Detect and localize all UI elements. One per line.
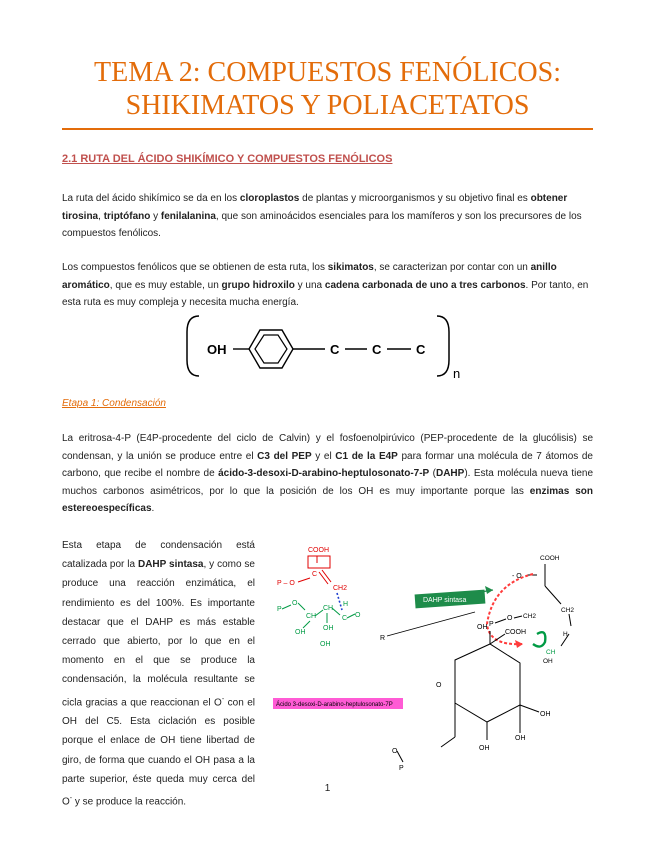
carbon-1-label: C [330,342,340,357]
title-divider [62,128,593,130]
paragraph-1 [62,190,593,243]
r-label: R [380,635,386,642]
e4p-h: H [343,601,349,608]
enzyme-label: DAHP sintasa [423,597,467,604]
para2-run-1: sikimatos [327,262,374,273]
carbon-3-label: C [416,342,426,357]
new-bond-dotted [337,593,342,610]
title-line-2: SHIKIMATOS Y POLIACETATOS [125,90,530,121]
para4-run-2: , y como se produce una reacción enzimática, el rendimiento es del 100%. Es importante destacar que el DAHP es más estable cerrado que abierto, por lo que en el momento en el que se produce la condensación, la molécula resultante se cicla gracias a que reaccionan el O [62,559,255,708]
etapa-heading: Etapa 1: Condensación [62,398,166,409]
para4-run-4: con el OH del C5. Esta ciclación es posible porque el enlace de OH tiene libertad de giro, de forma que cuando el OH pasa a la parte superior, éste queda muy cerca del O [62,696,256,808]
dahp-h: H [563,631,568,638]
ring-phosphate-p: P [399,765,404,770]
para3-run-9: enzimas son estereoespecíficas [62,485,593,514]
ring-phosphate-o: O [392,748,398,755]
pep-phosphate: P – O [277,580,295,587]
document-title [62,56,593,122]
dahp-oh-lower: OH [543,658,553,665]
ring-oh-right: OH [540,711,551,718]
para1-run-8: , que son aminoácidos esenciales para los mamíferos y son los precursores de los compuestos fenólicos. [62,210,582,239]
para3-run-7: DAHP [435,468,465,479]
para1-run-4: , [98,210,104,222]
e4p-ch-2: CH [323,605,334,612]
para3-run-6: ( [429,468,436,479]
dahp-cooh: COOH [540,555,560,562]
e4p-carbon: C [342,615,348,622]
pep-carbon: C [312,571,318,578]
para2-run-2: , se caracterizan por contar con un [373,262,531,273]
product-label: Ácido 3-desoxi-D-arabino-heptulosonato-7P [276,702,393,708]
para1-run-3: obtener tirosina [62,193,568,222]
para3-run-2: y el [311,450,336,462]
page-number: 1 [324,783,331,794]
dahp-ch2: CH2 [561,607,575,614]
paragraph-2 [62,259,593,312]
para4-run-1: DAHP sintasa [137,559,204,571]
condensation-diagram [265,530,610,770]
ring-cooh: COOH [505,629,526,636]
para3-run-10: . [151,503,155,514]
cyclization-arrow-green [533,632,545,646]
para4-run-0: Esta etapa de condensación está catalizada por la [62,540,255,571]
para2-run-3: anillo aromático [62,262,557,291]
pep-ch2: CH2 [333,585,348,592]
dahp-p: P [489,621,494,628]
dahp-ch: CH [546,649,556,656]
para1-run-1: cloroplastos [239,193,300,204]
para3-run-8: ). Esta molécula nueva tiene muchos carbonos asimétricos, por lo que la posición de los OH es muy importante porque las [62,468,594,497]
para1-run-5: triptófano [103,210,151,222]
e4p-aldehyde-o: O [355,612,361,619]
left-bracket [187,316,199,376]
e4p-oh-2: OH [323,625,334,632]
para2-run-6: y una [294,279,325,291]
para3-run-4: para formar una molécula de 7 átomos de carbono, que recibe el nombre de [62,450,593,479]
hydroxyl-label: OH [207,342,227,357]
para2-run-0: Los compuestos fenólicos que se obtienen de esta ruta, los [62,262,328,273]
e4p-oh-3: OH [320,641,331,648]
para3-run-5: ácido-3-desoxi-D-arabino-heptulosonato-7-P [218,468,430,479]
ring-oxygen: O [436,682,442,689]
para1-run-6: y [150,210,161,222]
phenylpropanoid-structure [185,312,475,380]
right-bracket [437,316,449,376]
e4p-oxygen: O [292,600,298,607]
para4-run-5: - [69,794,73,802]
ring-oh-lower-right: OH [515,735,526,742]
para4-run-6: y se produce la reacción. [72,796,187,808]
para3-run-0: La eritrosa-4-P (E4P-procedente del ciclo de Calvin) y el fosfoenolpirúvico (PEP-procedente de la glucólisis) se condensan, y la unión se produce entre el [62,433,593,462]
carbon-2-label: C [372,342,382,357]
ring-oh-top: OH [477,624,488,631]
para2-run-8: . Por tanto, en esta ruta es muy compleja y necesita mucha energía. [62,279,589,308]
repeat-n-label: n [453,366,461,380]
para1-run-0: La ruta del ácido shikímico se da en los [62,193,240,204]
dahp-o: O [507,615,513,622]
para1-run-7: fenilalanina [160,210,216,222]
para2-run-5: grupo hidroxilo [221,279,295,291]
dahp-ch2-ring: CH2 [523,613,537,620]
dahp-o-minus: - O [512,573,522,580]
section-heading: 2.1 RUTA DEL ÁCIDO SHIKÍMICO Y COMPUESTOS FENÓLICOS [62,153,393,165]
pyranose-ring [455,644,520,722]
para2-run-7: cadena carbonada de uno a tres carbonos [324,279,526,291]
pep-highlight-box [308,556,330,568]
e4p-phosphate: P [277,606,282,613]
pep-cooh: COOH [308,547,329,554]
e4p-ch-1: CH [306,613,317,620]
paragraph-3 [62,430,593,518]
para1-run-2: de plantas y microorganismos y su objetivo final es [299,193,531,204]
paragraph-4 [62,536,255,812]
para3-run-3: C1 de la E4P [335,450,398,462]
para3-run-1: C3 del PEP [257,450,312,462]
ring-oh-bottom: OH [479,745,490,752]
para2-run-4: , que es muy estable, un [109,279,222,291]
e4p-oh-1: OH [295,629,306,636]
title-line-1: TEMA 2: COMPUESTOS FENÓLICOS: [93,57,561,88]
para4-run-3: - [221,695,225,703]
